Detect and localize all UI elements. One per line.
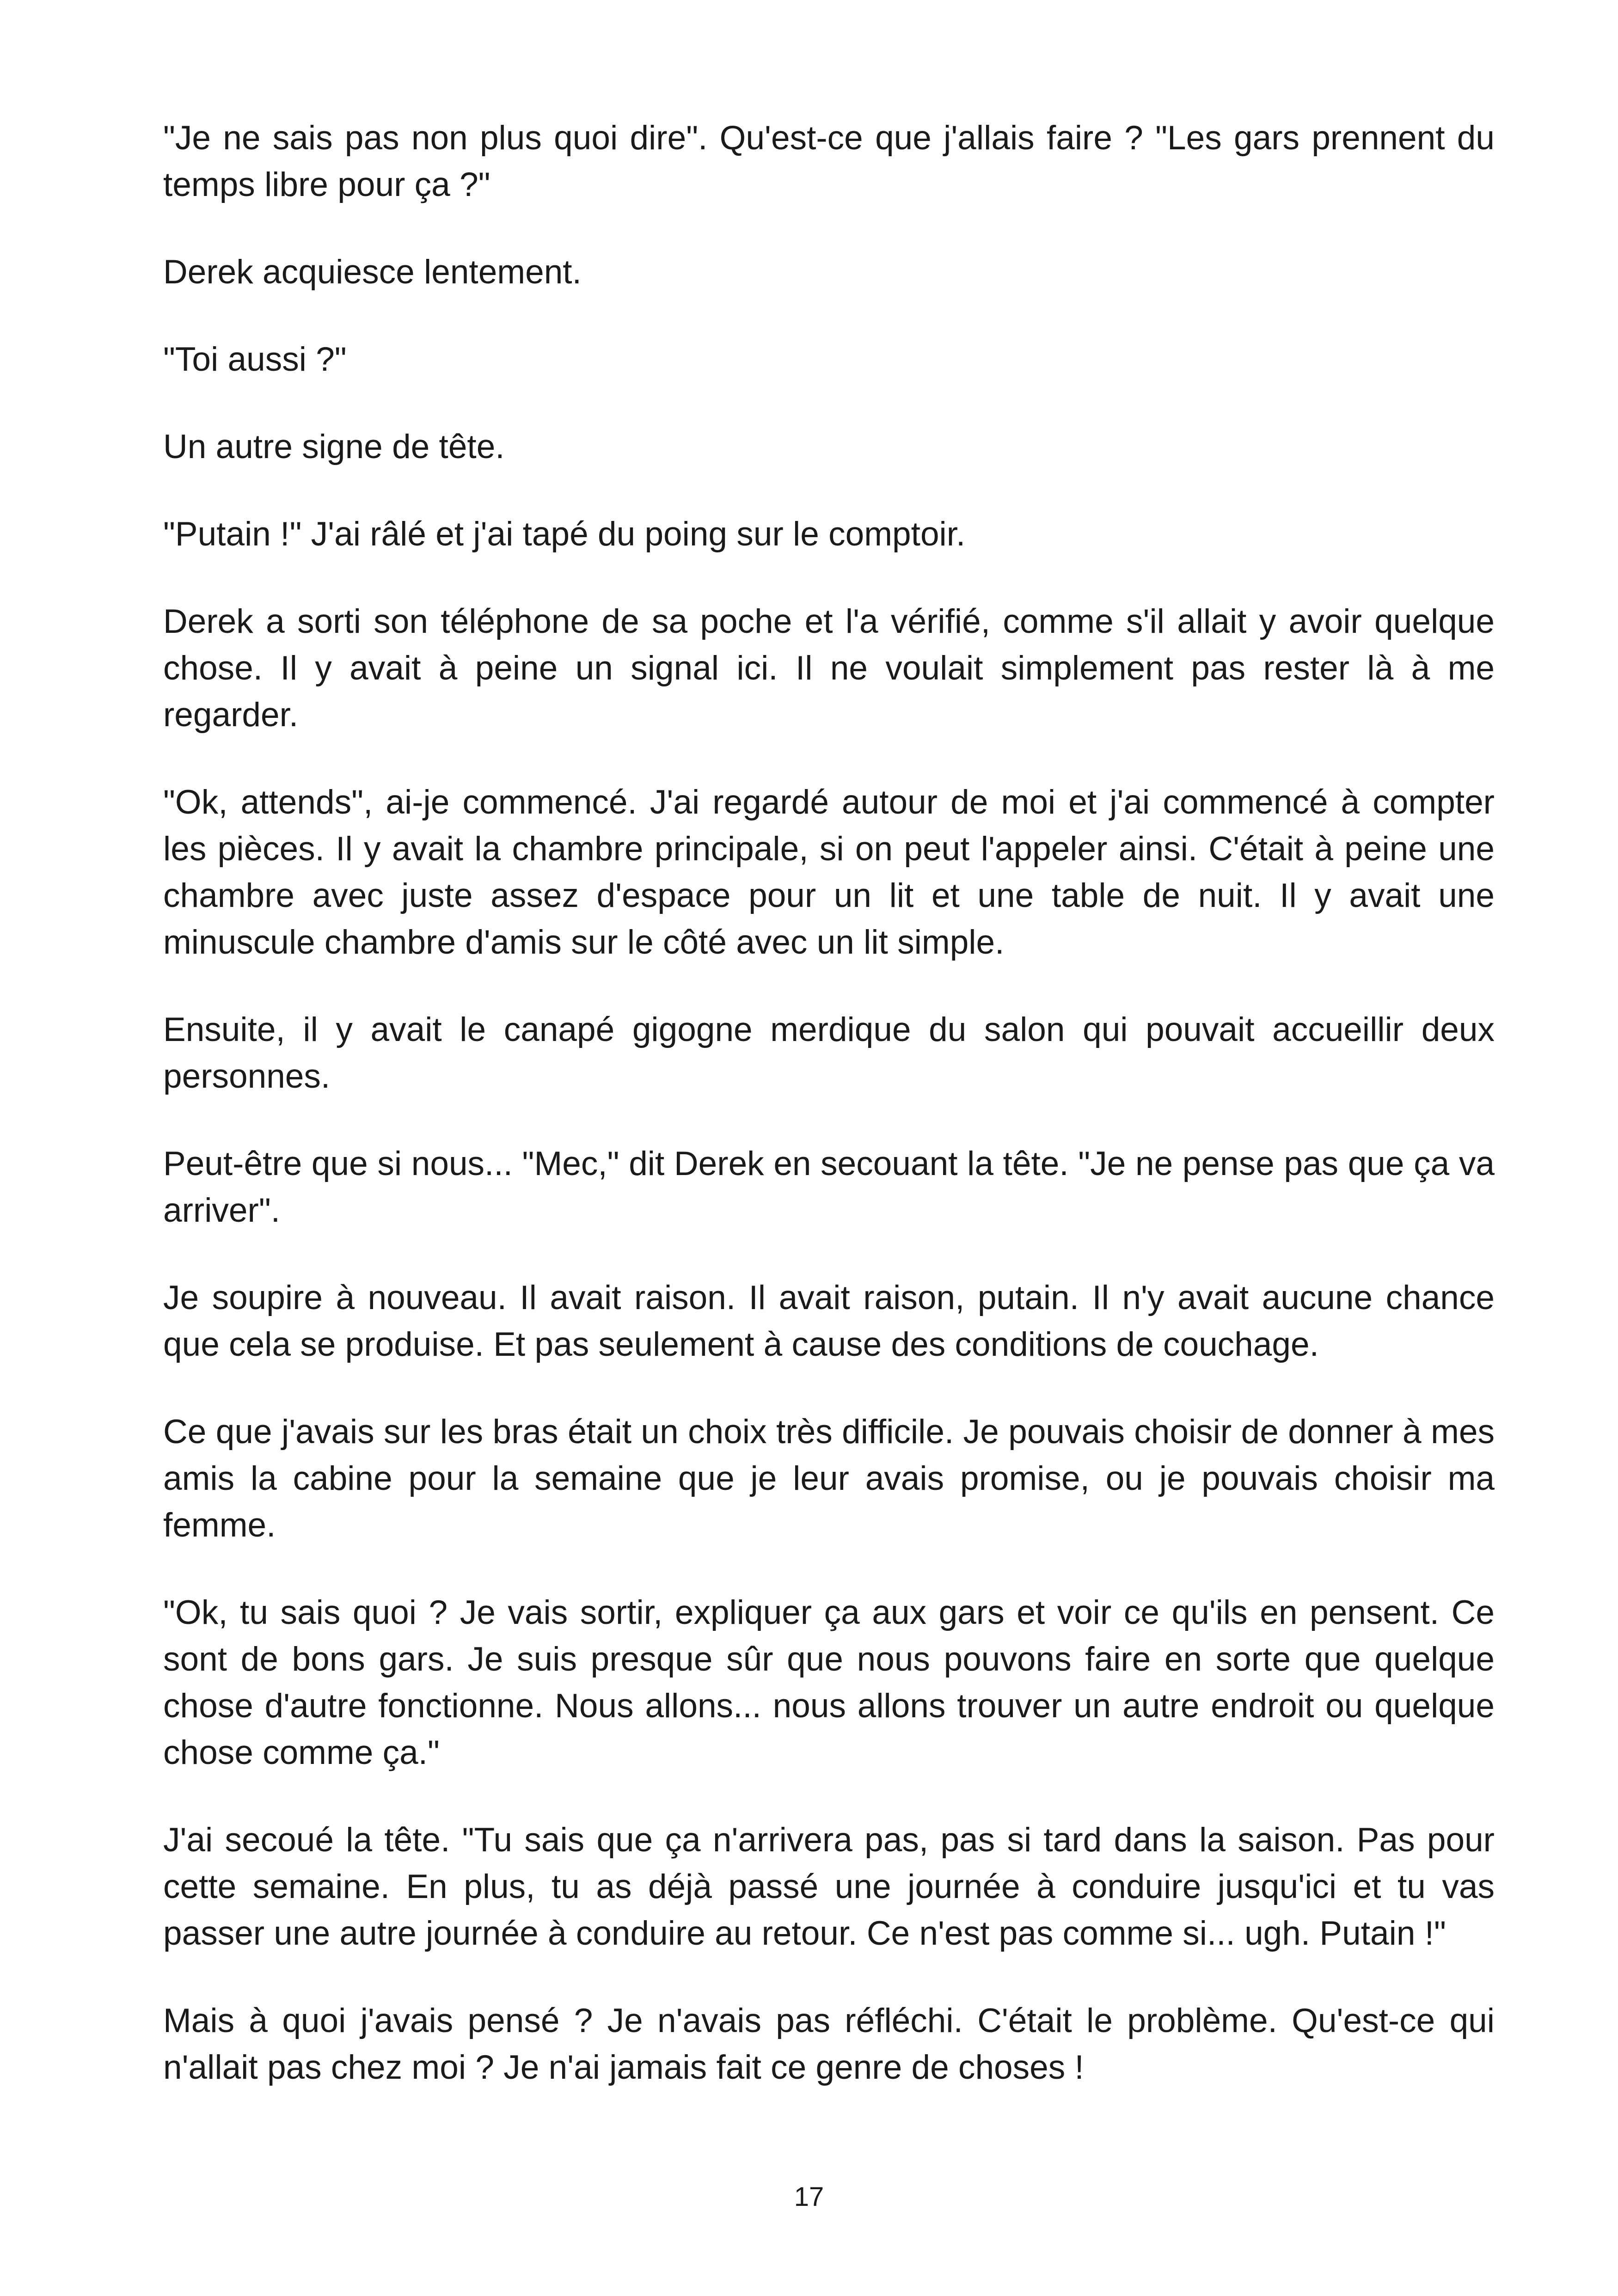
page-number: 17	[794, 2182, 824, 2212]
paragraph-5: "Putain !" J'ai râlé et j'ai tapé du poing sur le comptoir.	[163, 515, 966, 553]
paragraph-9: Peut-être que si nous... "Mec," dit Derek en secouant la tête. "Je ne pense pas que ça va arriver".	[163, 1145, 1495, 1229]
paragraph-1: "Je ne sais pas non plus quoi dire". Qu'est-ce que j'allais faire ? "Les gars prennent du temps libre pour ça ?"	[163, 119, 1495, 203]
paragraph-13: J'ai secoué la tête. "Tu sais que ça n'arrivera pas, pas si tard dans la saison. Pas pour cette semaine. En plus, tu as déjà passé une journée à conduire jusqu'ici et tu vas passer une autre journée à conduire au retour. Ce n'est pas comme si... ugh. Putain !"	[163, 1821, 1495, 1952]
paragraph-10: Je soupire à nouveau. Il avait raison. Il avait raison, putain. Il n'y avait aucune chance que cela se produise. Et pas seulement à cause des conditions de couchage.	[163, 1279, 1495, 1363]
paragraph-11: Ce que j'avais sur les bras était un choix très difficile. Je pouvais choisir de donner à mes amis la cabine pour la semaine que je leur avais promise, ou je pouvais choisir ma femme.	[163, 1413, 1495, 1544]
paragraph-2: Derek acquiesce lentement.	[163, 253, 582, 291]
page-body	[163, 115, 1495, 2091]
paragraph-12: "Ok, tu sais quoi ? Je vais sortir, expliquer ça aux gars et voir ce qu'ils en pensent. Ce sont de bons gars. Je suis presque sûr que nous pouvons faire en sorte que quelque chose d'autre fonctionne. Nous allons... nous allons trouver un autre endroit ou quelque chose comme ça."	[163, 1594, 1495, 1771]
paragraph-7: "Ok, attends", ai-je commencé. J'ai regardé autour de moi et j'ai commencé à compter les pièces. Il y avait la chambre principale, si on peut l'appeler ainsi. C'était à peine une chambre avec juste assez d'espace pour un lit et une table de nuit. Il y avait une minuscule chambre d'amis sur le côté avec un lit simple.	[163, 784, 1495, 961]
paragraph-8: Ensuite, il y avait le canapé gigogne merdique du salon qui pouvait accueillir deux personnes.	[163, 1011, 1495, 1095]
paragraph-14: Mais à quoi j'avais pensé ? Je n'avais pas réfléchi. C'était le problème. Qu'est-ce qui n'allait pas chez moi ? Je n'ai jamais fait ce genre de choses !	[163, 2002, 1495, 2086]
paragraph-6: Derek a sorti son téléphone de sa poche et l'a vérifié, comme s'il allait y avoir quelque chose. Il y avait à peine un signal ici. Il ne voulait simplement pas rester là à me regarder.	[163, 603, 1495, 734]
paragraph-4: Un autre signe de tête.	[163, 428, 505, 465]
paragraph-3: "Toi aussi ?"	[163, 341, 347, 378]
